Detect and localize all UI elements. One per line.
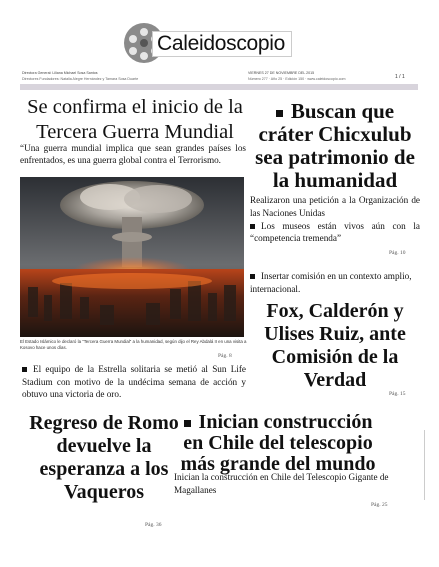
fox-headline: Fox, Calderón y Ulises Ruiz, ante Comisión de la Verdad <box>264 300 406 391</box>
chicxulub-headline <box>255 100 415 192</box>
main-photo <box>20 177 244 337</box>
chile-page-ref: Pág. 25 <box>371 502 388 508</box>
main-page-ref: Pág. 8 <box>218 353 232 359</box>
chicxulub-body <box>250 194 420 245</box>
chile-headline-text: Inician construcción en Chile del telescopio más grande del mundo <box>180 411 376 475</box>
fox-page-ref: Pág. 15 <box>389 391 406 397</box>
photo-caption: El Estado Islámico le declaró la “Tercera Guerra Mundial” a la humanidad, según dijo el Rey Abdalá II en una visita a Kosovo hace unos días. <box>20 339 247 350</box>
page-indicator: 1 / 1 <box>395 74 405 80</box>
chicxulub-text-2: Los museos están vivos aún con la “competencia tremenda” <box>250 220 420 244</box>
bullet-square <box>184 420 191 427</box>
masthead-title: Caleidoscopio <box>152 31 292 57</box>
main-quote: “Una guerra mundial implica que sean grandes países los enfrentados, es una guerra global contra el Terrorismo. <box>20 143 246 165</box>
chile-text: Inician la construcción en Chile del Telescopio Gigante de Magallanes <box>174 472 389 495</box>
chicxulub-page-ref: Pág. 10 <box>389 250 406 256</box>
bullet-square <box>250 274 255 279</box>
estrella-text: El equipo de la Estrella solitaria se metió al Sun Life Stadium con motivo de la undécima semana de acción y obtuvo una victoria de oro. <box>22 364 246 399</box>
credits-line-2: Directores Fundadores: Natalia Alegre Hernández y Tamara Sosa Duarte <box>22 77 139 81</box>
romo-page-ref: Pág. 36 <box>145 522 162 528</box>
date-line: VIERNES 27 DE NOVIEMBRE DEL 2015 <box>248 71 315 75</box>
bullet-square <box>22 367 27 372</box>
comision-text: Insertar comisión en un contexto amplio, internacional. <box>250 271 412 294</box>
chicxulub-headline-text: Buscan que cráter Chicxulub sea patrimonio de la humanidad <box>255 99 415 192</box>
header-band <box>20 84 418 90</box>
chicxulub-line-2 <box>250 220 420 246</box>
chicxulub-text-1: Realizaron una petición a la Organización de las Naciones Unidas <box>250 195 420 218</box>
estrella-brief <box>22 363 246 401</box>
credits-line-1: Directora General: Liliana Michael Sosa Santos <box>22 71 98 75</box>
edition-line: Número 277 · Año 25 · Edición 150 · www.caleidoscopio.com <box>248 77 346 81</box>
main-headline: Se confirma el inicio de la Tercera Guerra Mundial <box>27 96 243 143</box>
chile-headline <box>173 412 383 475</box>
bullet-square <box>276 110 283 117</box>
column-rule <box>424 430 425 500</box>
masthead-logo <box>124 23 292 63</box>
romo-headline: Regreso de Romo devuelve la esperanza a los Vaqueros <box>29 412 179 503</box>
bullet-square <box>250 224 255 229</box>
comision-brief <box>250 270 420 295</box>
mushroom-cloud-image <box>20 177 244 337</box>
